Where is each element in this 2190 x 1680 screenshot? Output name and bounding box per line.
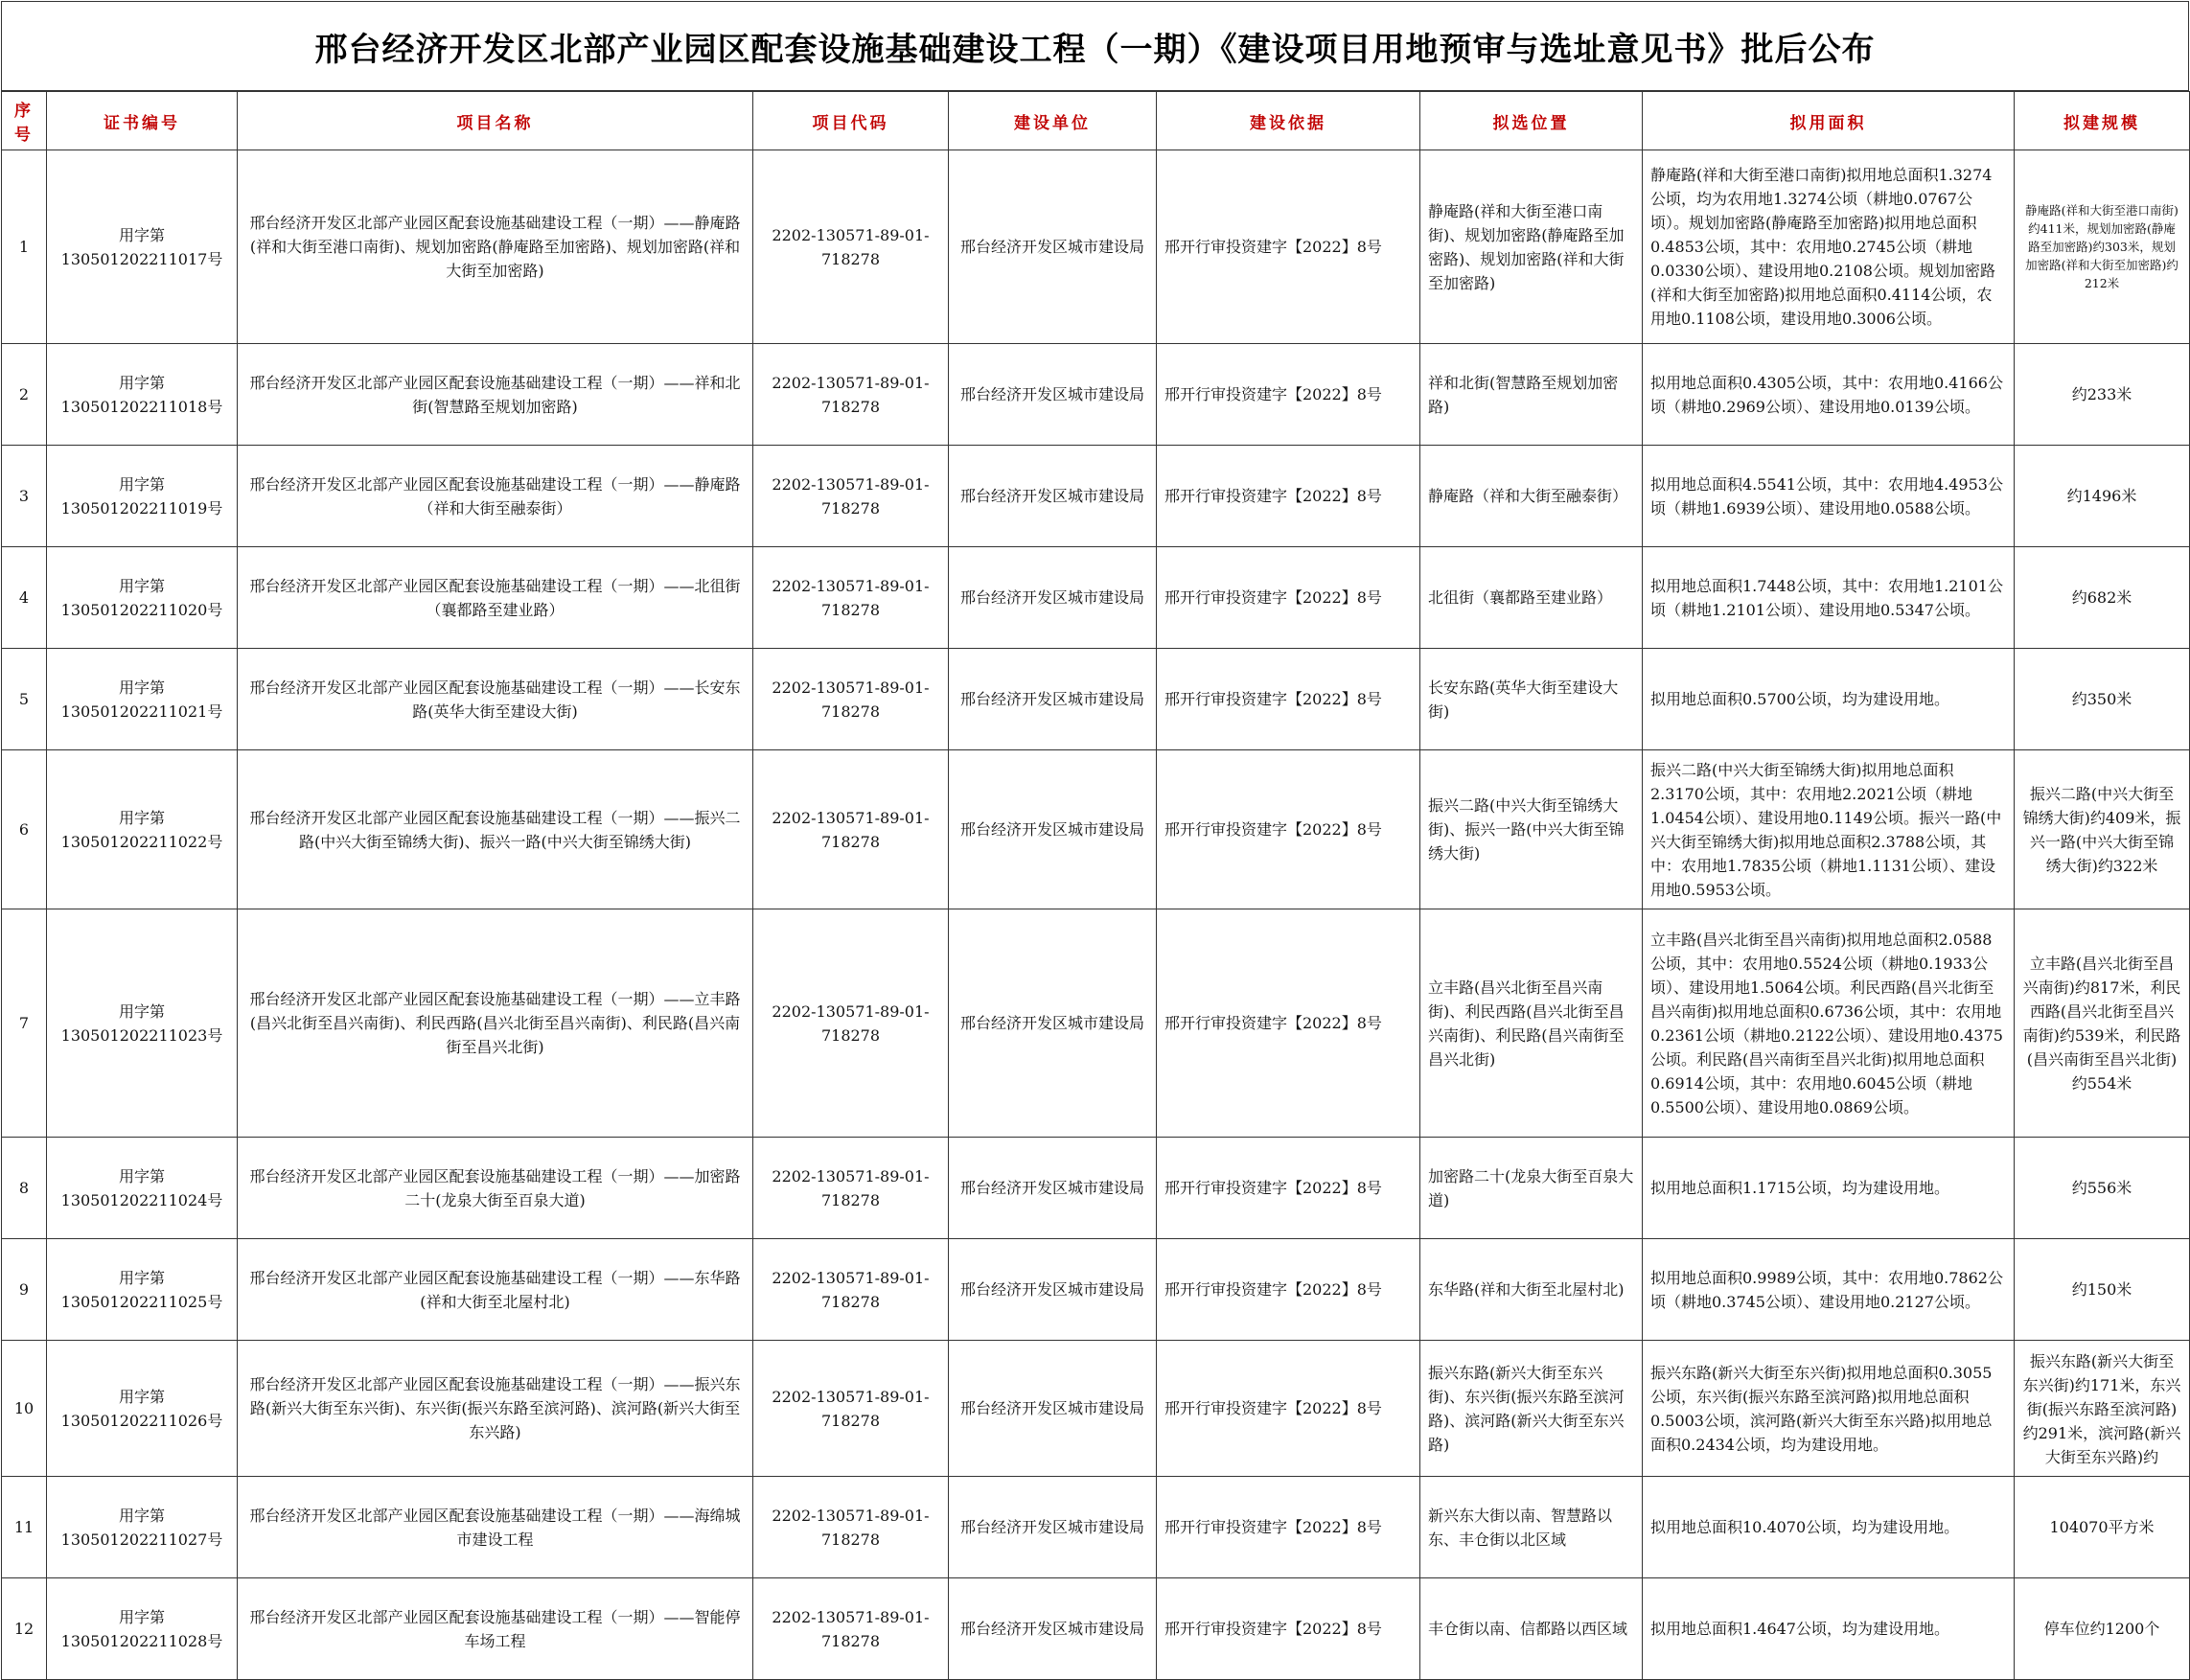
table-row xyxy=(2,547,2190,649)
row-cert: 用字第130501202211021号 xyxy=(47,649,238,750)
row-unit: 邢台经济开发区城市建设局 xyxy=(949,1138,1157,1239)
row-basis: 邢开行审投资建字【2022】8号 xyxy=(1157,1578,1420,1680)
row-no: 12 xyxy=(2,1578,47,1680)
row-cert: 用字第130501202211017号 xyxy=(47,150,238,344)
row-unit: 邢台经济开发区城市建设局 xyxy=(949,547,1157,649)
row-location: 北徂街（襄都路至建业路） xyxy=(1420,547,1643,649)
row-area: 拟用地总面积1.1715公顷，均为建设用地。 xyxy=(1643,1138,2015,1239)
row-code: 2202-130571-89-01-718278 xyxy=(753,1341,949,1477)
table-row xyxy=(2,1341,2190,1477)
row-cert: 用字第130501202211018号 xyxy=(47,344,238,446)
row-scale: 约556米 xyxy=(2015,1138,2190,1239)
row-no: 1 xyxy=(2,150,47,344)
header-location: 拟选位置 xyxy=(1420,92,1643,150)
header-cert: 证书编号 xyxy=(47,92,238,150)
row-no: 8 xyxy=(2,1138,47,1239)
row-location: 长安东路(英华大街至建设大街) xyxy=(1420,649,1643,750)
row-location: 东华路(祥和大街至北屋村北) xyxy=(1420,1239,1643,1341)
row-cert: 用字第130501202211019号 xyxy=(47,446,238,547)
row-location: 静庵路(祥和大街至港口南街)、规划加密路(静庵路至加密路)、规划加密路(祥和大街至加密路) xyxy=(1420,150,1643,344)
row-scale: 约350米 xyxy=(2015,649,2190,750)
row-unit: 邢台经济开发区城市建设局 xyxy=(949,150,1157,344)
row-unit: 邢台经济开发区城市建设局 xyxy=(949,1578,1157,1680)
project-table xyxy=(1,91,2190,1680)
row-name: 邢台经济开发区北部产业园区配套设施基础建设工程（一期）——振兴东路(新兴大街至东兴街)、东兴街(振兴东路至滨河路)、滨河路(新兴大街至东兴路) xyxy=(238,1341,753,1477)
row-area: 拟用地总面积1.7448公顷，其中：农用地1.2101公顷（耕地1.2101公顷）、建设用地0.5347公顷。 xyxy=(1643,547,2015,649)
header-code: 项目代码 xyxy=(753,92,949,150)
header-row xyxy=(2,92,2190,150)
row-basis: 邢开行审投资建字【2022】8号 xyxy=(1157,1341,1420,1477)
row-code: 2202-130571-89-01-718278 xyxy=(753,446,949,547)
row-code: 2202-130571-89-01-718278 xyxy=(753,909,949,1138)
header-name: 项目名称 xyxy=(238,92,753,150)
row-scale: 立丰路(昌兴北街至昌兴南街)约817米，利民西路(昌兴北街至昌兴南街)约539米，利民路(昌兴南街至昌兴北街)约554米 xyxy=(2015,909,2190,1138)
row-area: 振兴东路(新兴大街至东兴街)拟用地总面积0.3055公顷，东兴街(振兴东路至滨河路)拟用地总面积0.5003公顷，滨河路(新兴大街至东兴路)拟用地总面积0.2434公顷，均为建设用地。 xyxy=(1643,1341,2015,1477)
row-cert: 用字第130501202211023号 xyxy=(47,909,238,1138)
row-code: 2202-130571-89-01-718278 xyxy=(753,1239,949,1341)
table-row xyxy=(2,344,2190,446)
row-location: 静庵路（祥和大街至融泰街） xyxy=(1420,446,1643,547)
row-location: 立丰路(昌兴北街至昌兴南街)、利民西路(昌兴北街至昌兴南街)、利民路(昌兴南街至昌兴北街) xyxy=(1420,909,1643,1138)
table-row xyxy=(2,750,2190,909)
row-name: 邢台经济开发区北部产业园区配套设施基础建设工程（一期）——长安东路(英华大街至建设大街) xyxy=(238,649,753,750)
row-basis: 邢开行审投资建字【2022】8号 xyxy=(1157,1477,1420,1578)
row-scale: 约233米 xyxy=(2015,344,2190,446)
row-area: 振兴二路(中兴大街至锦绣大街)拟用地总面积2.3170公顷，其中：农用地2.2021公顷（耕地1.0454公顷）、建设用地0.1149公顷。振兴一路(中兴大街至锦绣大街)拟用地总面积2.3788公顷，其中：农用地1.7835公顷（耕地1.1131公顷）、建设用地0.5953公顷。 xyxy=(1643,750,2015,909)
row-area: 拟用地总面积0.4305公顷，其中：农用地0.4166公顷（耕地0.2969公顷）、建设用地0.0139公顷。 xyxy=(1643,344,2015,446)
row-cert: 用字第130501202211028号 xyxy=(47,1578,238,1680)
row-cert: 用字第130501202211022号 xyxy=(47,750,238,909)
row-cert: 用字第130501202211025号 xyxy=(47,1239,238,1341)
row-no: 6 xyxy=(2,750,47,909)
header-unit: 建设单位 xyxy=(949,92,1157,150)
row-cert: 用字第130501202211024号 xyxy=(47,1138,238,1239)
row-unit: 邢台经济开发区城市建设局 xyxy=(949,1341,1157,1477)
row-no: 3 xyxy=(2,446,47,547)
row-code: 2202-130571-89-01-718278 xyxy=(753,649,949,750)
row-no: 4 xyxy=(2,547,47,649)
row-unit: 邢台经济开发区城市建设局 xyxy=(949,750,1157,909)
row-basis: 邢开行审投资建字【2022】8号 xyxy=(1157,150,1420,344)
header-area: 拟用面积 xyxy=(1643,92,2015,150)
row-code: 2202-130571-89-01-718278 xyxy=(753,150,949,344)
row-name: 邢台经济开发区北部产业园区配套设施基础建设工程（一期）——加密路二十(龙泉大街至百泉大道) xyxy=(238,1138,753,1239)
row-unit: 邢台经济开发区城市建设局 xyxy=(949,909,1157,1138)
row-scale: 约1496米 xyxy=(2015,446,2190,547)
table-row xyxy=(2,649,2190,750)
row-code: 2202-130571-89-01-718278 xyxy=(753,1578,949,1680)
row-area: 拟用地总面积0.9989公顷，其中：农用地0.7862公顷（耕地0.3745公顷）、建设用地0.2127公顷。 xyxy=(1643,1239,2015,1341)
row-basis: 邢开行审投资建字【2022】8号 xyxy=(1157,750,1420,909)
row-area: 静庵路(祥和大街至港口南街)拟用地总面积1.3274公顷，均为农用地1.3274公顷（耕地0.0767公顷）。规划加密路(静庵路至加密路)拟用地总面积0.4853公顷，其中：农用地0.2745公顷（耕地0.0330公顷）、建设用地0.2108公顷。规划加密路(祥和大街至加密路)拟用地总面积0.4114公顷，农用地0.1108公顷，建设用地0.3006公顷。 xyxy=(1643,150,2015,344)
row-name: 邢台经济开发区北部产业园区配套设施基础建设工程（一期）——静庵路(祥和大街至港口南街)、规划加密路(静庵路至加密路)、规划加密路(祥和大街至加密路) xyxy=(238,150,753,344)
row-scale xyxy=(2015,1341,2190,1477)
row-scale: 约150米 xyxy=(2015,1239,2190,1341)
row-name: 邢台经济开发区北部产业园区配套设施基础建设工程（一期）——海绵城市建设工程 xyxy=(238,1477,753,1578)
row-location: 加密路二十(龙泉大街至百泉大道) xyxy=(1420,1138,1643,1239)
row-name: 邢台经济开发区北部产业园区配套设施基础建设工程（一期）——智能停车场工程 xyxy=(238,1578,753,1680)
row-name: 邢台经济开发区北部产业园区配套设施基础建设工程（一期）——立丰路(昌兴北街至昌兴南街)、利民西路(昌兴北街至昌兴南街)、利民路(昌兴南街至昌兴北街) xyxy=(238,909,753,1138)
row-code: 2202-130571-89-01-718278 xyxy=(753,547,949,649)
row-cert: 用字第130501202211027号 xyxy=(47,1477,238,1578)
header-basis: 建设依据 xyxy=(1157,92,1420,150)
row-location: 振兴二路(中兴大街至锦绣大街)、振兴一路(中兴大街至锦绣大街) xyxy=(1420,750,1643,909)
table-row xyxy=(2,1138,2190,1239)
row-scale: 停车位约1200个 xyxy=(2015,1578,2190,1680)
row-scale: 振兴二路(中兴大街至锦绣大街)约409米，振兴一路(中兴大街至锦绣大街)约322米 xyxy=(2015,750,2190,909)
table-row xyxy=(2,1239,2190,1341)
row-scale: 约682米 xyxy=(2015,547,2190,649)
row-basis: 邢开行审投资建字【2022】8号 xyxy=(1157,1138,1420,1239)
header-no: 序号 xyxy=(2,92,47,150)
table-row xyxy=(2,1477,2190,1578)
row-unit: 邢台经济开发区城市建设局 xyxy=(949,1477,1157,1578)
row-scale-text: 振兴东路(新兴大街至东兴街)约171米，东兴街(振兴东路至滨河路)约291米，滨河路(新兴大街至东兴路)约 xyxy=(2022,1351,2181,1466)
row-basis: 邢开行审投资建字【2022】8号 xyxy=(1157,649,1420,750)
row-basis: 邢开行审投资建字【2022】8号 xyxy=(1157,1239,1420,1341)
row-scale: 104070平方米 xyxy=(2015,1477,2190,1578)
row-no: 2 xyxy=(2,344,47,446)
table-row xyxy=(2,446,2190,547)
table-row xyxy=(2,909,2190,1138)
row-area: 拟用地总面积10.4070公顷，均为建设用地。 xyxy=(1643,1477,2015,1578)
row-name: 邢台经济开发区北部产业园区配套设施基础建设工程（一期）——祥和北街(智慧路至规划加密路) xyxy=(238,344,753,446)
row-no: 10 xyxy=(2,1341,47,1477)
row-no: 5 xyxy=(2,649,47,750)
row-unit: 邢台经济开发区城市建设局 xyxy=(949,1239,1157,1341)
row-unit: 邢台经济开发区城市建设局 xyxy=(949,446,1157,547)
row-area: 拟用地总面积4.5541公顷，其中：农用地4.4953公顷（耕地1.6939公顷）、建设用地0.0588公顷。 xyxy=(1643,446,2015,547)
row-location: 振兴东路(新兴大街至东兴街)、东兴街(振兴东路至滨河路)、滨河路(新兴大街至东兴路) xyxy=(1420,1341,1643,1477)
row-cert: 用字第130501202211020号 xyxy=(47,547,238,649)
row-name: 邢台经济开发区北部产业园区配套设施基础建设工程（一期）——东华路(祥和大街至北屋村北) xyxy=(238,1239,753,1341)
row-basis: 邢开行审投资建字【2022】8号 xyxy=(1157,344,1420,446)
row-unit: 邢台经济开发区城市建设局 xyxy=(949,344,1157,446)
row-code: 2202-130571-89-01-718278 xyxy=(753,344,949,446)
row-location: 祥和北街(智慧路至规划加密路) xyxy=(1420,344,1643,446)
row-no: 9 xyxy=(2,1239,47,1341)
row-basis: 邢开行审投资建字【2022】8号 xyxy=(1157,909,1420,1138)
row-code: 2202-130571-89-01-718278 xyxy=(753,1477,949,1578)
row-no: 11 xyxy=(2,1477,47,1578)
row-unit: 邢台经济开发区城市建设局 xyxy=(949,649,1157,750)
row-code: 2202-130571-89-01-718278 xyxy=(753,1138,949,1239)
row-scale: 静庵路(祥和大街至港口南街)约411米，规划加密路(静庵路至加密路)约303米，规划加密路(祥和大街至加密路)约212米 xyxy=(2015,150,2190,344)
row-area: 拟用地总面积1.4647公顷，均为建设用地。 xyxy=(1643,1578,2015,1680)
row-basis: 邢开行审投资建字【2022】8号 xyxy=(1157,547,1420,649)
row-cert: 用字第130501202211026号 xyxy=(47,1341,238,1477)
row-name: 邢台经济开发区北部产业园区配套设施基础建设工程（一期）——振兴二路(中兴大街至锦绣大街)、振兴一路(中兴大街至锦绣大街) xyxy=(238,750,753,909)
table-row xyxy=(2,1578,2190,1680)
row-area: 立丰路(昌兴北街至昌兴南街)拟用地总面积2.0588公顷，其中：农用地0.5524公顷（耕地0.1933公顷）、建设用地1.5064公顷。利民西路(昌兴北街至昌兴南街)拟用地总面积0.6736公顷，其中：农用地0.2361公顷（耕地0.2122公顷）、建设用地0.4375公顷。利民路(昌兴南街至昌兴北街)拟用地总面积0.6914公顷，其中：农用地0.6045公顷（耕地0.5500公顷）、建设用地0.0869公顷。 xyxy=(1643,909,2015,1138)
row-no: 7 xyxy=(2,909,47,1138)
row-name: 邢台经济开发区北部产业园区配套设施基础建设工程（一期）——静庵路（祥和大街至融泰街） xyxy=(238,446,753,547)
row-area: 拟用地总面积0.5700公顷，均为建设用地。 xyxy=(1643,649,2015,750)
header-scale: 拟建规模 xyxy=(2015,92,2190,150)
row-location: 新兴东大街以南、智慧路以东、丰仓街以北区域 xyxy=(1420,1477,1643,1578)
row-location: 丰仓街以南、信都路以西区域 xyxy=(1420,1578,1643,1680)
row-basis: 邢开行审投资建字【2022】8号 xyxy=(1157,446,1420,547)
row-name: 邢台经济开发区北部产业园区配套设施基础建设工程（一期）——北徂街（襄都路至建业路） xyxy=(238,547,753,649)
row-code: 2202-130571-89-01-718278 xyxy=(753,750,949,909)
page-title: 邢台经济开发区北部产业园区配套设施基础建设工程（一期）《建设项目用地预审与选址意见书》批后公布 xyxy=(1,1,2189,91)
table-row xyxy=(2,150,2190,344)
